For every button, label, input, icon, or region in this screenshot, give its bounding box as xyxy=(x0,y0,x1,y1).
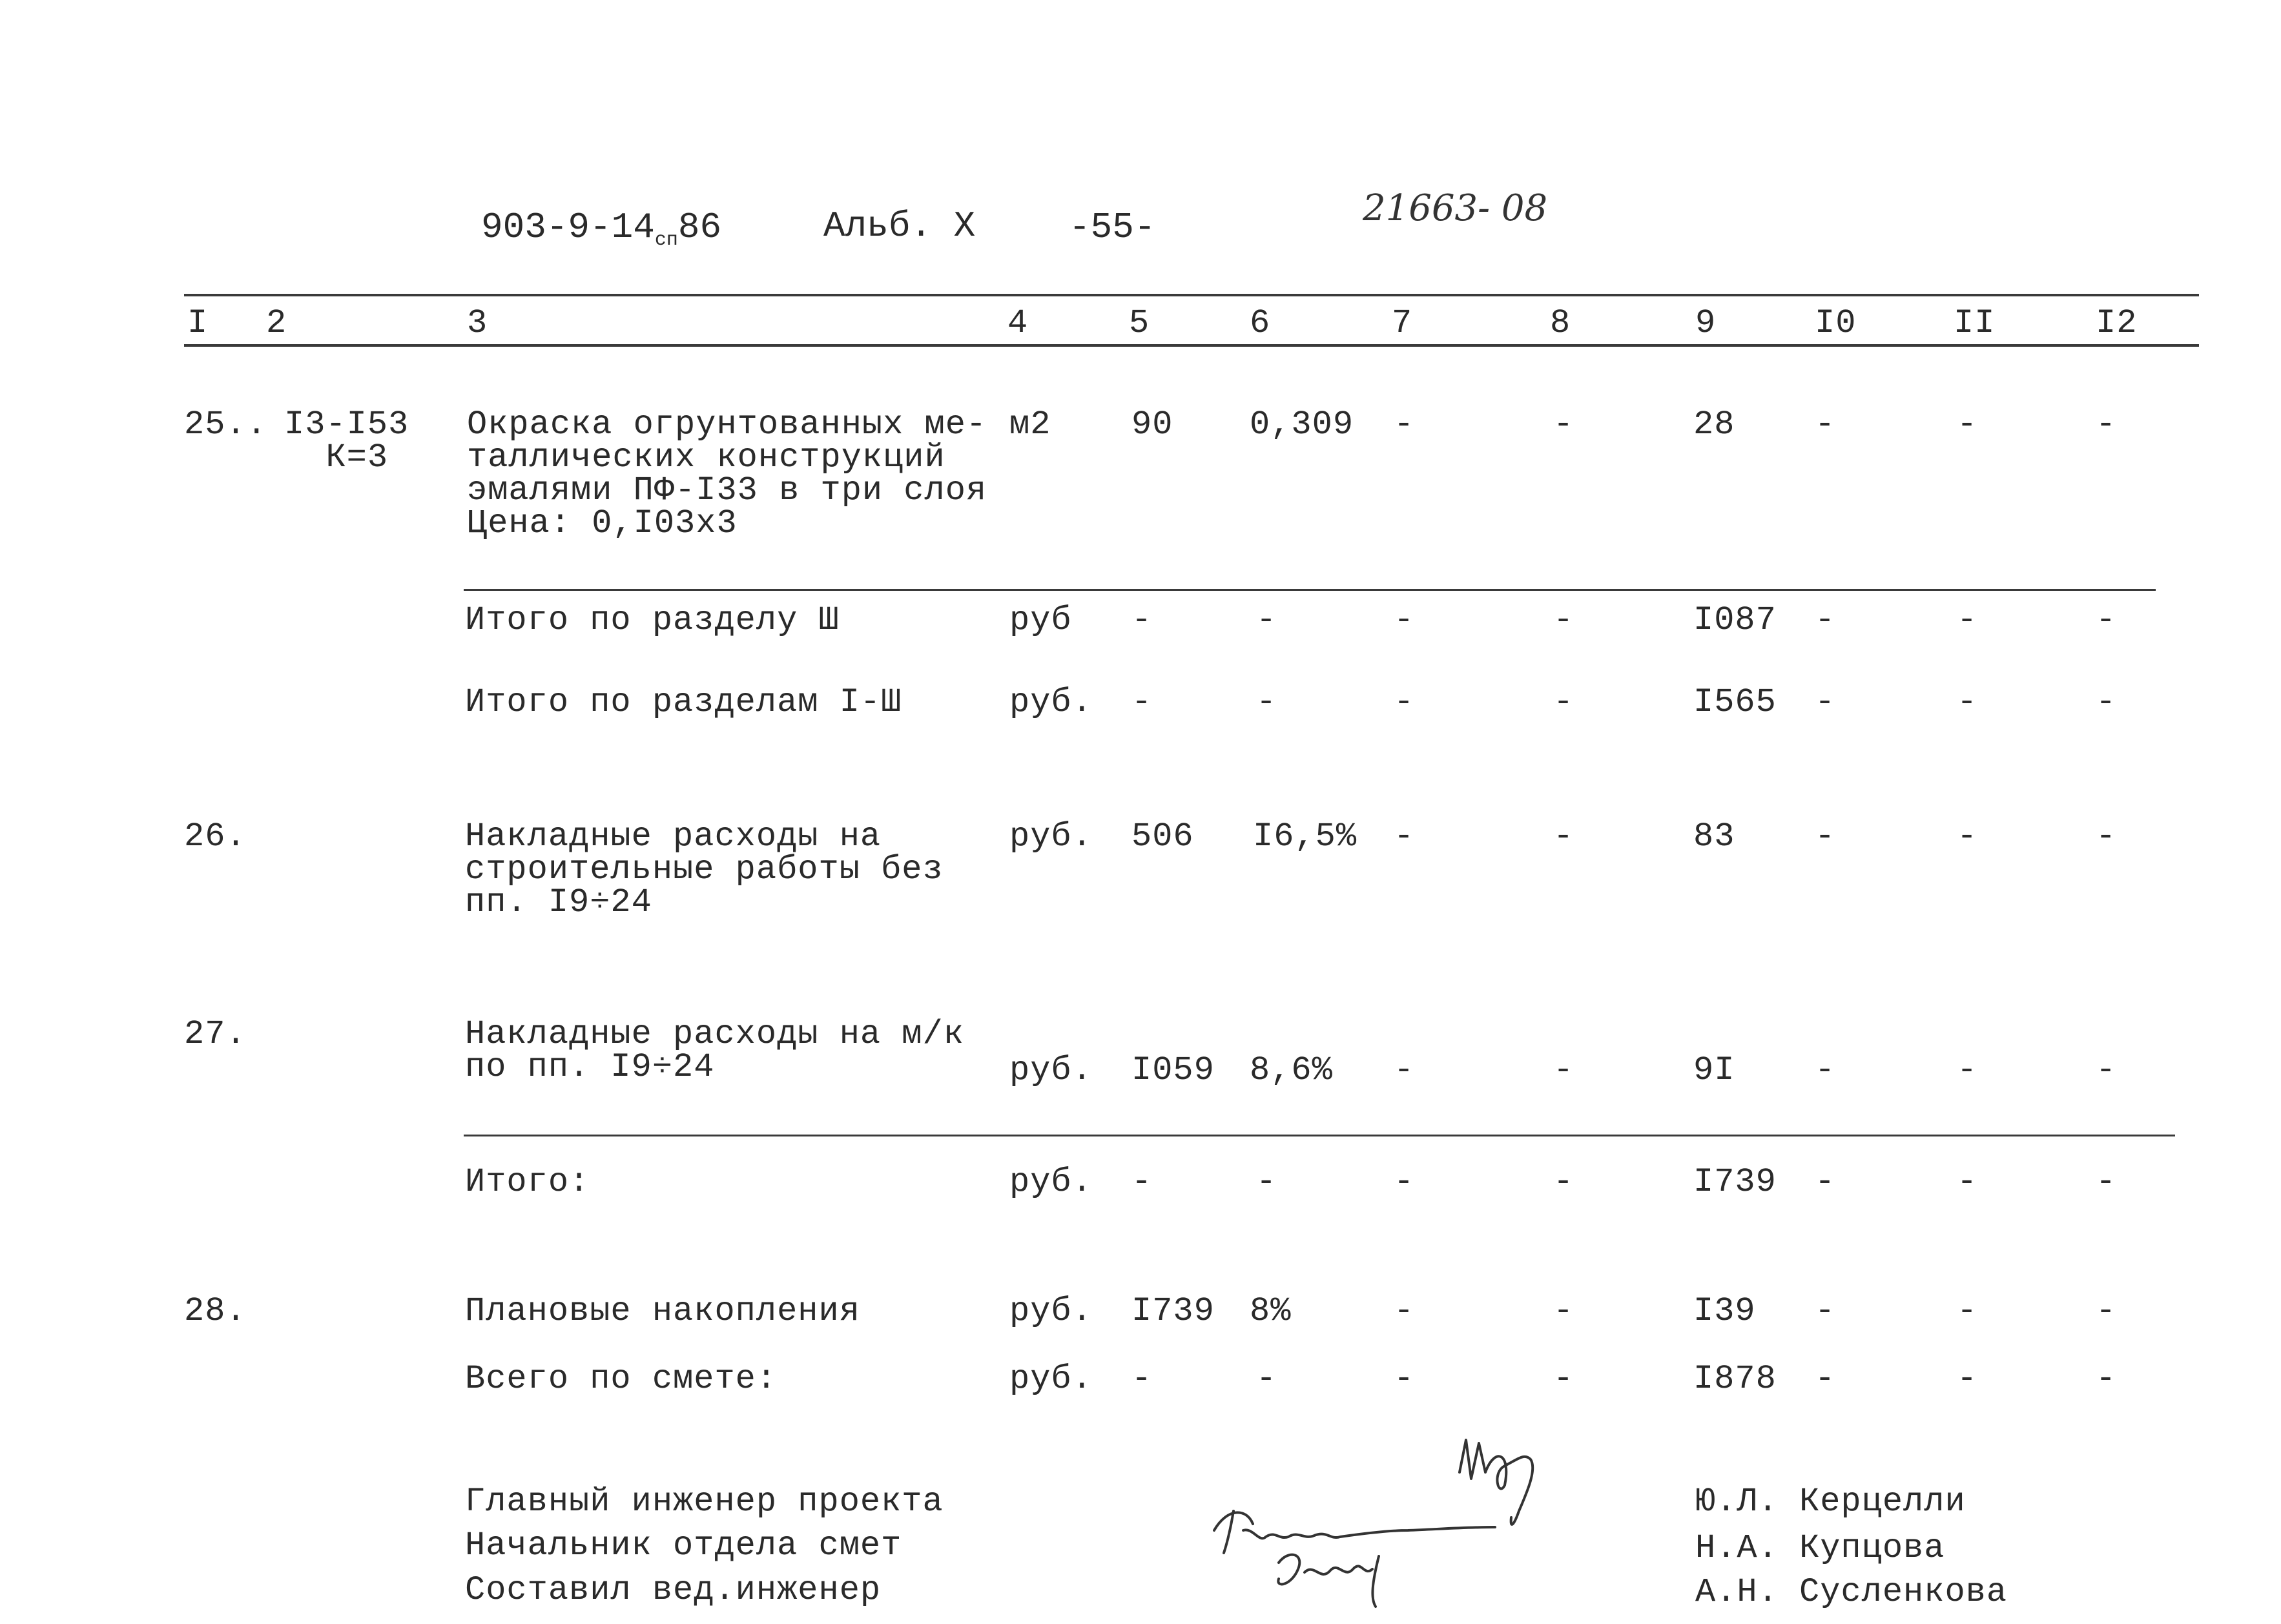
row-col12: - xyxy=(2096,817,2117,856)
row-col12: - xyxy=(2096,1292,2117,1330)
row-col10: - xyxy=(1815,1163,1836,1201)
row-description: Плановые накопления xyxy=(465,1292,860,1330)
row-description: Накладные расходы на строительные работы без пп. I9÷24 xyxy=(465,817,944,921)
row-col5: - xyxy=(1131,601,1153,639)
row-description: Итого по разделам I-Ш xyxy=(465,683,902,721)
row-col11: - xyxy=(1957,683,1978,721)
row-unit: руб xyxy=(1009,601,1072,639)
row-col10: - xyxy=(1815,1292,1836,1330)
section-rule xyxy=(464,1135,2175,1136)
col-2: 2 xyxy=(266,304,287,342)
row-col5: I059 xyxy=(1131,1051,1215,1089)
row-col9: I565 xyxy=(1693,683,1777,721)
row-col9: I878 xyxy=(1693,1360,1777,1398)
row-col5: - xyxy=(1131,1360,1153,1398)
row-col6: - xyxy=(1256,1360,1277,1398)
row-col9: 28 xyxy=(1693,406,1735,444)
row-col8: - xyxy=(1553,683,1574,721)
document-code-main: 903-9-14 xyxy=(481,207,655,248)
section-rule xyxy=(464,589,2156,591)
row-col12: - xyxy=(2096,601,2117,639)
signature-title: Начальник отдела смет xyxy=(465,1526,902,1565)
row-col6: 8,6% xyxy=(1250,1051,1333,1089)
row-col5: - xyxy=(1131,1163,1153,1201)
row-col11: - xyxy=(1957,817,1978,856)
handwritten-number: 21663- 08 xyxy=(1363,187,1548,229)
row-col7: - xyxy=(1394,1051,1415,1089)
row-col8: - xyxy=(1553,601,1574,639)
row-col11: - xyxy=(1957,1360,1978,1398)
row-description: Итого: xyxy=(465,1163,590,1201)
row-unit: руб. xyxy=(1009,1163,1093,1201)
row-unit: руб. xyxy=(1009,1292,1093,1330)
row-col9: 83 xyxy=(1693,817,1735,856)
row-col6: 8% xyxy=(1250,1292,1292,1330)
signature-name: А.Н. Сусленкова xyxy=(1695,1573,2008,1611)
row-col7: - xyxy=(1394,1292,1415,1330)
col-9: 9 xyxy=(1695,304,1717,342)
row-col6: - xyxy=(1256,683,1277,721)
row-unit: м2 xyxy=(1009,406,1051,444)
row-col7: - xyxy=(1394,1163,1415,1201)
row-col7: - xyxy=(1394,406,1415,444)
row-col10: - xyxy=(1815,1360,1836,1398)
col-6: 6 xyxy=(1250,304,1271,342)
row-col6: - xyxy=(1256,601,1277,639)
row-description: Окраска огрунтованных ме- таллических конструкций эмалями ПФ-I33 в три слоя Цена: 0,I03х3 xyxy=(467,406,987,542)
col-1: I xyxy=(187,304,209,342)
document-code xyxy=(481,207,721,251)
row-col10: - xyxy=(1815,817,1836,856)
row-col6: I6,5% xyxy=(1253,817,1357,856)
col-3: 3 xyxy=(467,304,488,342)
row-description: Итого по разделу Ш xyxy=(465,601,840,639)
row-col8: - xyxy=(1553,406,1574,444)
row-number: 28. xyxy=(184,1292,247,1330)
row-col10: - xyxy=(1815,406,1836,444)
handwritten-signatures xyxy=(1201,1434,1602,1614)
row-col5: - xyxy=(1131,683,1153,721)
row-col9: I39 xyxy=(1693,1292,1756,1330)
row-col8: - xyxy=(1553,1292,1574,1330)
row-col9: 9I xyxy=(1693,1051,1735,1089)
row-unit: руб. xyxy=(1009,817,1093,856)
row-col8: - xyxy=(1553,1163,1574,1201)
document-code-sub: сп xyxy=(654,229,678,252)
row-col7: - xyxy=(1394,601,1415,639)
row-number: 27. xyxy=(184,1015,247,1053)
row-col6: 0,309 xyxy=(1250,406,1354,444)
row-col12: - xyxy=(2096,1163,2117,1201)
signature-name: Н.А. Купцова xyxy=(1695,1529,1945,1567)
signature-name: Ю.Л. Керцелли xyxy=(1695,1483,1966,1521)
row-col11: - xyxy=(1957,1292,1978,1330)
row-col12: - xyxy=(2096,683,2117,721)
row-col12: - xyxy=(2096,1360,2117,1398)
row-col5: 506 xyxy=(1131,817,1194,856)
row-col8: - xyxy=(1553,817,1574,856)
row-col12: - xyxy=(2096,406,2117,444)
row-col7: - xyxy=(1394,683,1415,721)
row-col5: I739 xyxy=(1131,1292,1215,1330)
row-col11: - xyxy=(1957,1051,1978,1089)
header-top-rule xyxy=(184,294,2199,296)
row-col10: - xyxy=(1815,1051,1836,1089)
col-4: 4 xyxy=(1007,304,1029,342)
row-unit: руб. xyxy=(1009,1051,1093,1089)
row-col9: I087 xyxy=(1693,601,1777,639)
col-11: II xyxy=(1954,304,1996,342)
row-col11: - xyxy=(1957,1163,1978,1201)
row-col12: - xyxy=(2096,1051,2117,1089)
row-description: Накладные расходы на м/к по пп. I9÷24 xyxy=(465,1015,964,1086)
rate-code: I3-I53 К=3 xyxy=(284,406,409,477)
row-col11: - xyxy=(1957,601,1978,639)
row-col8: - xyxy=(1553,1360,1574,1398)
col-12: I2 xyxy=(2096,304,2138,342)
signature-title: Составил вед.инженер xyxy=(465,1571,882,1609)
col-7: 7 xyxy=(1392,304,1413,342)
row-col8: - xyxy=(1553,1051,1574,1089)
row-col9: I739 xyxy=(1693,1163,1777,1201)
row-number: 25.. xyxy=(184,406,267,444)
signature-title: Главный инженер проекта xyxy=(465,1483,944,1521)
row-unit: руб. xyxy=(1009,1360,1093,1398)
row-col5: 90 xyxy=(1131,406,1173,444)
row-col7: - xyxy=(1394,817,1415,856)
row-col6: - xyxy=(1256,1163,1277,1201)
col-5: 5 xyxy=(1129,304,1150,342)
page-number: -55- xyxy=(1069,207,1156,248)
document-code-year: 86 xyxy=(677,207,722,248)
col-8: 8 xyxy=(1550,304,1571,342)
header-bottom-rule xyxy=(184,344,2199,347)
row-col10: - xyxy=(1815,601,1836,639)
row-description: Всего по смете: xyxy=(465,1360,778,1398)
row-number: 26. xyxy=(184,817,247,856)
album-label: Альб. Х xyxy=(823,205,976,247)
col-10: I0 xyxy=(1815,304,1857,342)
row-unit: руб. xyxy=(1009,683,1093,721)
row-col10: - xyxy=(1815,683,1836,721)
row-col11: - xyxy=(1957,406,1978,444)
row-col7: - xyxy=(1394,1360,1415,1398)
